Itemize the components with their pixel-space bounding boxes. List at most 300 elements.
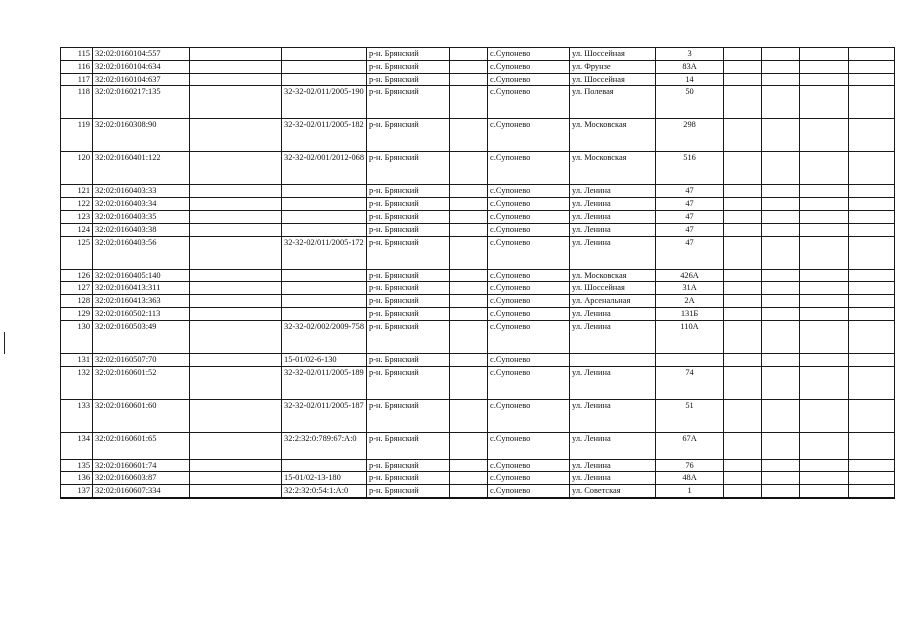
blank-col-e bbox=[800, 86, 849, 119]
blank-col-d bbox=[762, 307, 800, 320]
street: ул. Ленина bbox=[570, 185, 656, 198]
settlement: с.Супонево bbox=[488, 269, 570, 282]
blank-col-c bbox=[724, 353, 762, 366]
blank-col-d bbox=[762, 366, 800, 399]
table-row bbox=[61, 152, 895, 185]
blank-col-d bbox=[762, 432, 800, 459]
house-number: 131Б bbox=[656, 307, 724, 320]
blank-col-d bbox=[762, 73, 800, 86]
blank-col-c bbox=[724, 198, 762, 211]
blank-col-b bbox=[450, 366, 488, 399]
blank-col-b bbox=[450, 307, 488, 320]
blank-col-e bbox=[800, 152, 849, 185]
cadastral-number: 32:02:0160413:363 bbox=[93, 295, 190, 308]
registration-number bbox=[282, 210, 367, 223]
blank-col-c bbox=[724, 73, 762, 86]
blank-col-b bbox=[450, 119, 488, 152]
table-row bbox=[61, 459, 895, 472]
table-row bbox=[61, 399, 895, 432]
street: ул. Арсенальная bbox=[570, 295, 656, 308]
table-row bbox=[61, 320, 895, 353]
blank-col-d bbox=[762, 472, 800, 485]
blank-col-d bbox=[762, 485, 800, 498]
district: р-н. Брянский bbox=[367, 185, 450, 198]
street: ул. Ленина bbox=[570, 236, 656, 269]
house-number: 31А bbox=[656, 282, 724, 295]
blank-col-e bbox=[800, 210, 849, 223]
street: ул. Ленина bbox=[570, 472, 656, 485]
registration-number: 32:2:32:0:54:1:А:0 bbox=[282, 485, 367, 498]
blank-col-f bbox=[849, 73, 895, 86]
row-number: 134 bbox=[61, 432, 93, 459]
blank-col-c bbox=[724, 60, 762, 73]
settlement: с.Супонево bbox=[488, 60, 570, 73]
blank-col-c bbox=[724, 472, 762, 485]
settlement: с.Супонево bbox=[488, 282, 570, 295]
blank-col-f bbox=[849, 282, 895, 295]
cadastral-number: 32:02:0160405:140 bbox=[93, 269, 190, 282]
street: ул. Ленина bbox=[570, 320, 656, 353]
district: р-н. Брянский bbox=[367, 432, 450, 459]
row-number: 122 bbox=[61, 198, 93, 211]
settlement: с.Супонево bbox=[488, 353, 570, 366]
blank-col-d bbox=[762, 48, 800, 61]
street: ул. Ленина bbox=[570, 432, 656, 459]
settlement: с.Супонево bbox=[488, 459, 570, 472]
district: р-н. Брянский bbox=[367, 459, 450, 472]
blank-col-b bbox=[450, 198, 488, 211]
blank-col-d bbox=[762, 198, 800, 211]
cadastral-number: 32:02:0160403:35 bbox=[93, 210, 190, 223]
settlement: с.Супонево bbox=[488, 210, 570, 223]
blank-col-b bbox=[450, 223, 488, 236]
cadastral-number: 32:02:0160104:637 bbox=[93, 73, 190, 86]
settlement: с.Супонево bbox=[488, 119, 570, 152]
settlement: с.Супонево bbox=[488, 320, 570, 353]
blank-col-a bbox=[190, 198, 282, 211]
district: р-н. Брянский bbox=[367, 152, 450, 185]
blank-col-f bbox=[849, 472, 895, 485]
blank-col-d bbox=[762, 152, 800, 185]
table-row bbox=[61, 366, 895, 399]
settlement: с.Супонево bbox=[488, 86, 570, 119]
blank-col-f bbox=[849, 485, 895, 498]
blank-col-d bbox=[762, 282, 800, 295]
district: р-н. Брянский bbox=[367, 399, 450, 432]
blank-col-f bbox=[849, 269, 895, 282]
house-number: 83А bbox=[656, 60, 724, 73]
blank-col-c bbox=[724, 119, 762, 152]
registration-number bbox=[282, 198, 367, 211]
row-number: 123 bbox=[61, 210, 93, 223]
registration-number: 32-32-02/011/2005-190 bbox=[282, 86, 367, 119]
house-number: 47 bbox=[656, 236, 724, 269]
row-number: 128 bbox=[61, 295, 93, 308]
blank-col-c bbox=[724, 236, 762, 269]
settlement: с.Супонево bbox=[488, 399, 570, 432]
house-number: 516 bbox=[656, 152, 724, 185]
registration-number: 32-32-02/011/2005-172 bbox=[282, 236, 367, 269]
blank-col-e bbox=[800, 185, 849, 198]
blank-col-f bbox=[849, 432, 895, 459]
cadastral-number: 32:02:0160603:87 bbox=[93, 472, 190, 485]
row-number: 115 bbox=[61, 48, 93, 61]
blank-col-c bbox=[724, 320, 762, 353]
district: р-н. Брянский bbox=[367, 236, 450, 269]
blank-col-a bbox=[190, 295, 282, 308]
cadastral-number: 32:02:0160403:34 bbox=[93, 198, 190, 211]
blank-col-d bbox=[762, 459, 800, 472]
blank-col-b bbox=[450, 485, 488, 498]
blank-col-c bbox=[724, 432, 762, 459]
row-number: 116 bbox=[61, 60, 93, 73]
table-row bbox=[61, 223, 895, 236]
district: р-н. Брянский bbox=[367, 485, 450, 498]
blank-col-c bbox=[724, 399, 762, 432]
blank-col-e bbox=[800, 459, 849, 472]
settlement: с.Супонево bbox=[488, 472, 570, 485]
registration-number: 32-32-02/002/2009-758 bbox=[282, 320, 367, 353]
registration-number bbox=[282, 48, 367, 61]
blank-col-a bbox=[190, 86, 282, 119]
blank-col-b bbox=[450, 86, 488, 119]
row-number: 129 bbox=[61, 307, 93, 320]
registration-number bbox=[282, 269, 367, 282]
table-row bbox=[61, 432, 895, 459]
registration-number bbox=[282, 223, 367, 236]
cadastral-number: 32:02:0160601:60 bbox=[93, 399, 190, 432]
blank-col-e bbox=[800, 353, 849, 366]
row-number: 133 bbox=[61, 399, 93, 432]
blank-col-c bbox=[724, 459, 762, 472]
blank-col-c bbox=[724, 210, 762, 223]
row-number: 137 bbox=[61, 485, 93, 498]
street: ул. Шоссейная bbox=[570, 73, 656, 86]
blank-col-a bbox=[190, 366, 282, 399]
blank-col-a bbox=[190, 320, 282, 353]
table-row bbox=[61, 485, 895, 498]
settlement: с.Супонево bbox=[488, 185, 570, 198]
blank-col-f bbox=[849, 320, 895, 353]
table-row bbox=[61, 60, 895, 73]
house-number: 76 bbox=[656, 459, 724, 472]
blank-col-a bbox=[190, 282, 282, 295]
district: р-н. Брянский bbox=[367, 48, 450, 61]
house-number: 110А bbox=[656, 320, 724, 353]
row-number: 126 bbox=[61, 269, 93, 282]
blank-col-e bbox=[800, 399, 849, 432]
blank-col-d bbox=[762, 210, 800, 223]
blank-col-d bbox=[762, 86, 800, 119]
blank-col-e bbox=[800, 472, 849, 485]
blank-col-c bbox=[724, 485, 762, 498]
street: ул. Шоссейная bbox=[570, 48, 656, 61]
blank-col-d bbox=[762, 353, 800, 366]
blank-col-b bbox=[450, 210, 488, 223]
blank-col-d bbox=[762, 295, 800, 308]
blank-col-a bbox=[190, 399, 282, 432]
row-number: 120 bbox=[61, 152, 93, 185]
blank-col-e bbox=[800, 119, 849, 152]
settlement: с.Супонево bbox=[488, 223, 570, 236]
cadastral-number: 32:02:0160507:70 bbox=[93, 353, 190, 366]
table-row bbox=[61, 73, 895, 86]
street: ул. Московская bbox=[570, 152, 656, 185]
cadastral-number: 32:02:0160502:113 bbox=[93, 307, 190, 320]
registration-number: 15-01/02-13-180 bbox=[282, 472, 367, 485]
house-number bbox=[656, 353, 724, 366]
blank-col-a bbox=[190, 223, 282, 236]
blank-col-e bbox=[800, 48, 849, 61]
blank-col-d bbox=[762, 269, 800, 282]
cadastral-number: 32:02:0160601:74 bbox=[93, 459, 190, 472]
blank-col-a bbox=[190, 48, 282, 61]
blank-col-b bbox=[450, 295, 488, 308]
blank-col-e bbox=[800, 485, 849, 498]
cadastral-number: 32:02:0160413:311 bbox=[93, 282, 190, 295]
blank-col-b bbox=[450, 459, 488, 472]
registration-number: 32-32-02/011/2005-182 bbox=[282, 119, 367, 152]
blank-col-b bbox=[450, 353, 488, 366]
row-number: 132 bbox=[61, 366, 93, 399]
blank-col-f bbox=[849, 86, 895, 119]
blank-col-b bbox=[450, 73, 488, 86]
registration-number bbox=[282, 282, 367, 295]
blank-col-b bbox=[450, 472, 488, 485]
blank-col-c bbox=[724, 366, 762, 399]
table-row bbox=[61, 210, 895, 223]
house-number: 48А bbox=[656, 472, 724, 485]
district: р-н. Брянский bbox=[367, 210, 450, 223]
table-row bbox=[61, 295, 895, 308]
registration-number: 32-32-02/011/2005-187 bbox=[282, 399, 367, 432]
settlement: с.Супонево bbox=[488, 236, 570, 269]
row-number: 127 bbox=[61, 282, 93, 295]
blank-col-f bbox=[849, 152, 895, 185]
cadastral-number: 32:02:0160104:634 bbox=[93, 60, 190, 73]
row-number: 136 bbox=[61, 472, 93, 485]
row-number: 135 bbox=[61, 459, 93, 472]
district: р-н. Брянский bbox=[367, 73, 450, 86]
blank-col-b bbox=[450, 432, 488, 459]
table-row bbox=[61, 353, 895, 366]
blank-col-f bbox=[849, 295, 895, 308]
blank-col-f bbox=[849, 210, 895, 223]
table-row bbox=[61, 48, 895, 61]
street: ул. Советская bbox=[570, 485, 656, 498]
blank-col-d bbox=[762, 60, 800, 73]
house-number: 47 bbox=[656, 198, 724, 211]
blank-col-c bbox=[724, 295, 762, 308]
street: ул. Ленина bbox=[570, 223, 656, 236]
blank-col-e bbox=[800, 223, 849, 236]
street: ул. Ленина bbox=[570, 198, 656, 211]
blank-col-f bbox=[849, 366, 895, 399]
registration-number bbox=[282, 307, 367, 320]
blank-col-c bbox=[724, 86, 762, 119]
row-number: 118 bbox=[61, 86, 93, 119]
blank-col-b bbox=[450, 60, 488, 73]
registration-number bbox=[282, 60, 367, 73]
district: р-н. Брянский bbox=[367, 320, 450, 353]
district: р-н. Брянский bbox=[367, 295, 450, 308]
blank-col-c bbox=[724, 307, 762, 320]
blank-col-c bbox=[724, 269, 762, 282]
district: р-н. Брянский bbox=[367, 472, 450, 485]
blank-col-c bbox=[724, 185, 762, 198]
row-number: 117 bbox=[61, 73, 93, 86]
scan-edge-mark bbox=[4, 332, 5, 354]
blank-col-a bbox=[190, 210, 282, 223]
table-row bbox=[61, 472, 895, 485]
registration-number bbox=[282, 459, 367, 472]
cadastral-number: 32:02:0160403:33 bbox=[93, 185, 190, 198]
blank-col-f bbox=[849, 185, 895, 198]
row-number: 125 bbox=[61, 236, 93, 269]
blank-col-f bbox=[849, 353, 895, 366]
street: ул. Ленина bbox=[570, 210, 656, 223]
blank-col-b bbox=[450, 399, 488, 432]
blank-col-a bbox=[190, 60, 282, 73]
street: ул. Московская bbox=[570, 119, 656, 152]
blank-col-a bbox=[190, 236, 282, 269]
street: ул. Ленина bbox=[570, 399, 656, 432]
blank-col-a bbox=[190, 472, 282, 485]
cadastral-number: 32:02:0160403:38 bbox=[93, 223, 190, 236]
table-row bbox=[61, 236, 895, 269]
blank-col-e bbox=[800, 307, 849, 320]
settlement: с.Супонево bbox=[488, 48, 570, 61]
district: р-н. Брянский bbox=[367, 198, 450, 211]
settlement: с.Супонево bbox=[488, 152, 570, 185]
blank-col-d bbox=[762, 185, 800, 198]
settlement: с.Супонево bbox=[488, 73, 570, 86]
blank-col-a bbox=[190, 353, 282, 366]
blank-col-f bbox=[849, 119, 895, 152]
house-number: 2А bbox=[656, 295, 724, 308]
blank-col-e bbox=[800, 236, 849, 269]
settlement: с.Супонево bbox=[488, 366, 570, 399]
house-number: 47 bbox=[656, 223, 724, 236]
registration-number: 15-01/02-6-130 bbox=[282, 353, 367, 366]
blank-col-d bbox=[762, 236, 800, 269]
blank-col-e bbox=[800, 282, 849, 295]
district: р-н. Брянский bbox=[367, 282, 450, 295]
table-row bbox=[61, 307, 895, 320]
registration-number: 32-32-02/001/2012-068 bbox=[282, 152, 367, 185]
cadastral-number: 32:02:0160601:65 bbox=[93, 432, 190, 459]
blank-col-d bbox=[762, 399, 800, 432]
registration-number: 32:2:32:0:789:67:А:0 bbox=[282, 432, 367, 459]
blank-col-d bbox=[762, 119, 800, 152]
street: ул. Полевая bbox=[570, 86, 656, 119]
district: р-н. Брянский bbox=[367, 353, 450, 366]
registration-number bbox=[282, 295, 367, 308]
blank-col-a bbox=[190, 432, 282, 459]
blank-col-a bbox=[190, 119, 282, 152]
blank-col-e bbox=[800, 73, 849, 86]
settlement: с.Супонево bbox=[488, 295, 570, 308]
street: ул. Ленина bbox=[570, 366, 656, 399]
blank-col-a bbox=[190, 485, 282, 498]
blank-col-a bbox=[190, 73, 282, 86]
house-number: 67А bbox=[656, 432, 724, 459]
blank-col-b bbox=[450, 152, 488, 185]
blank-col-e bbox=[800, 60, 849, 73]
blank-col-f bbox=[849, 198, 895, 211]
street: ул. Фрунзе bbox=[570, 60, 656, 73]
register-rows bbox=[61, 48, 895, 498]
house-number: 426А bbox=[656, 269, 724, 282]
blank-col-b bbox=[450, 48, 488, 61]
blank-col-e bbox=[800, 320, 849, 353]
house-number: 1 bbox=[656, 485, 724, 498]
blank-col-a bbox=[190, 459, 282, 472]
blank-col-a bbox=[190, 269, 282, 282]
blank-col-b bbox=[450, 269, 488, 282]
blank-col-a bbox=[190, 152, 282, 185]
blank-col-d bbox=[762, 320, 800, 353]
blank-col-e bbox=[800, 432, 849, 459]
blank-col-f bbox=[849, 459, 895, 472]
blank-col-e bbox=[800, 198, 849, 211]
cadastral-number: 32:02:0160401:122 bbox=[93, 152, 190, 185]
house-number: 14 bbox=[656, 73, 724, 86]
district: р-н. Брянский bbox=[367, 269, 450, 282]
row-number: 130 bbox=[61, 320, 93, 353]
street: ул. Московская bbox=[570, 269, 656, 282]
blank-col-d bbox=[762, 223, 800, 236]
blank-col-b bbox=[450, 236, 488, 269]
table-row bbox=[61, 185, 895, 198]
property-register-table bbox=[60, 47, 895, 499]
blank-col-e bbox=[800, 366, 849, 399]
blank-col-b bbox=[450, 320, 488, 353]
registration-number: 32-32-02/011/2005-189 bbox=[282, 366, 367, 399]
blank-col-c bbox=[724, 282, 762, 295]
registration-number bbox=[282, 185, 367, 198]
house-number: 3 bbox=[656, 48, 724, 61]
table-row bbox=[61, 282, 895, 295]
house-number: 298 bbox=[656, 119, 724, 152]
cadastral-number: 32:02:0160503:49 bbox=[93, 320, 190, 353]
blank-col-f bbox=[849, 236, 895, 269]
cadastral-number: 32:02:0160601:52 bbox=[93, 366, 190, 399]
house-number: 74 bbox=[656, 366, 724, 399]
cadastral-number: 32:02:0160308:90 bbox=[93, 119, 190, 152]
table-row bbox=[61, 86, 895, 119]
blank-col-f bbox=[849, 60, 895, 73]
blank-col-f bbox=[849, 399, 895, 432]
blank-col-f bbox=[849, 48, 895, 61]
street: ул. Ленина bbox=[570, 459, 656, 472]
district: р-н. Брянский bbox=[367, 119, 450, 152]
cadastral-number: 32:02:0160104:557 bbox=[93, 48, 190, 61]
blank-col-a bbox=[190, 185, 282, 198]
house-number: 47 bbox=[656, 185, 724, 198]
district: р-н. Брянский bbox=[367, 307, 450, 320]
row-number: 121 bbox=[61, 185, 93, 198]
street: ул. Шоссейная bbox=[570, 282, 656, 295]
district: р-н. Брянский bbox=[367, 60, 450, 73]
street: ул. Ленина bbox=[570, 307, 656, 320]
blank-col-e bbox=[800, 295, 849, 308]
settlement: с.Супонево bbox=[488, 432, 570, 459]
blank-col-f bbox=[849, 307, 895, 320]
district: р-н. Брянский bbox=[367, 366, 450, 399]
row-number: 119 bbox=[61, 119, 93, 152]
settlement: с.Супонево bbox=[488, 198, 570, 211]
